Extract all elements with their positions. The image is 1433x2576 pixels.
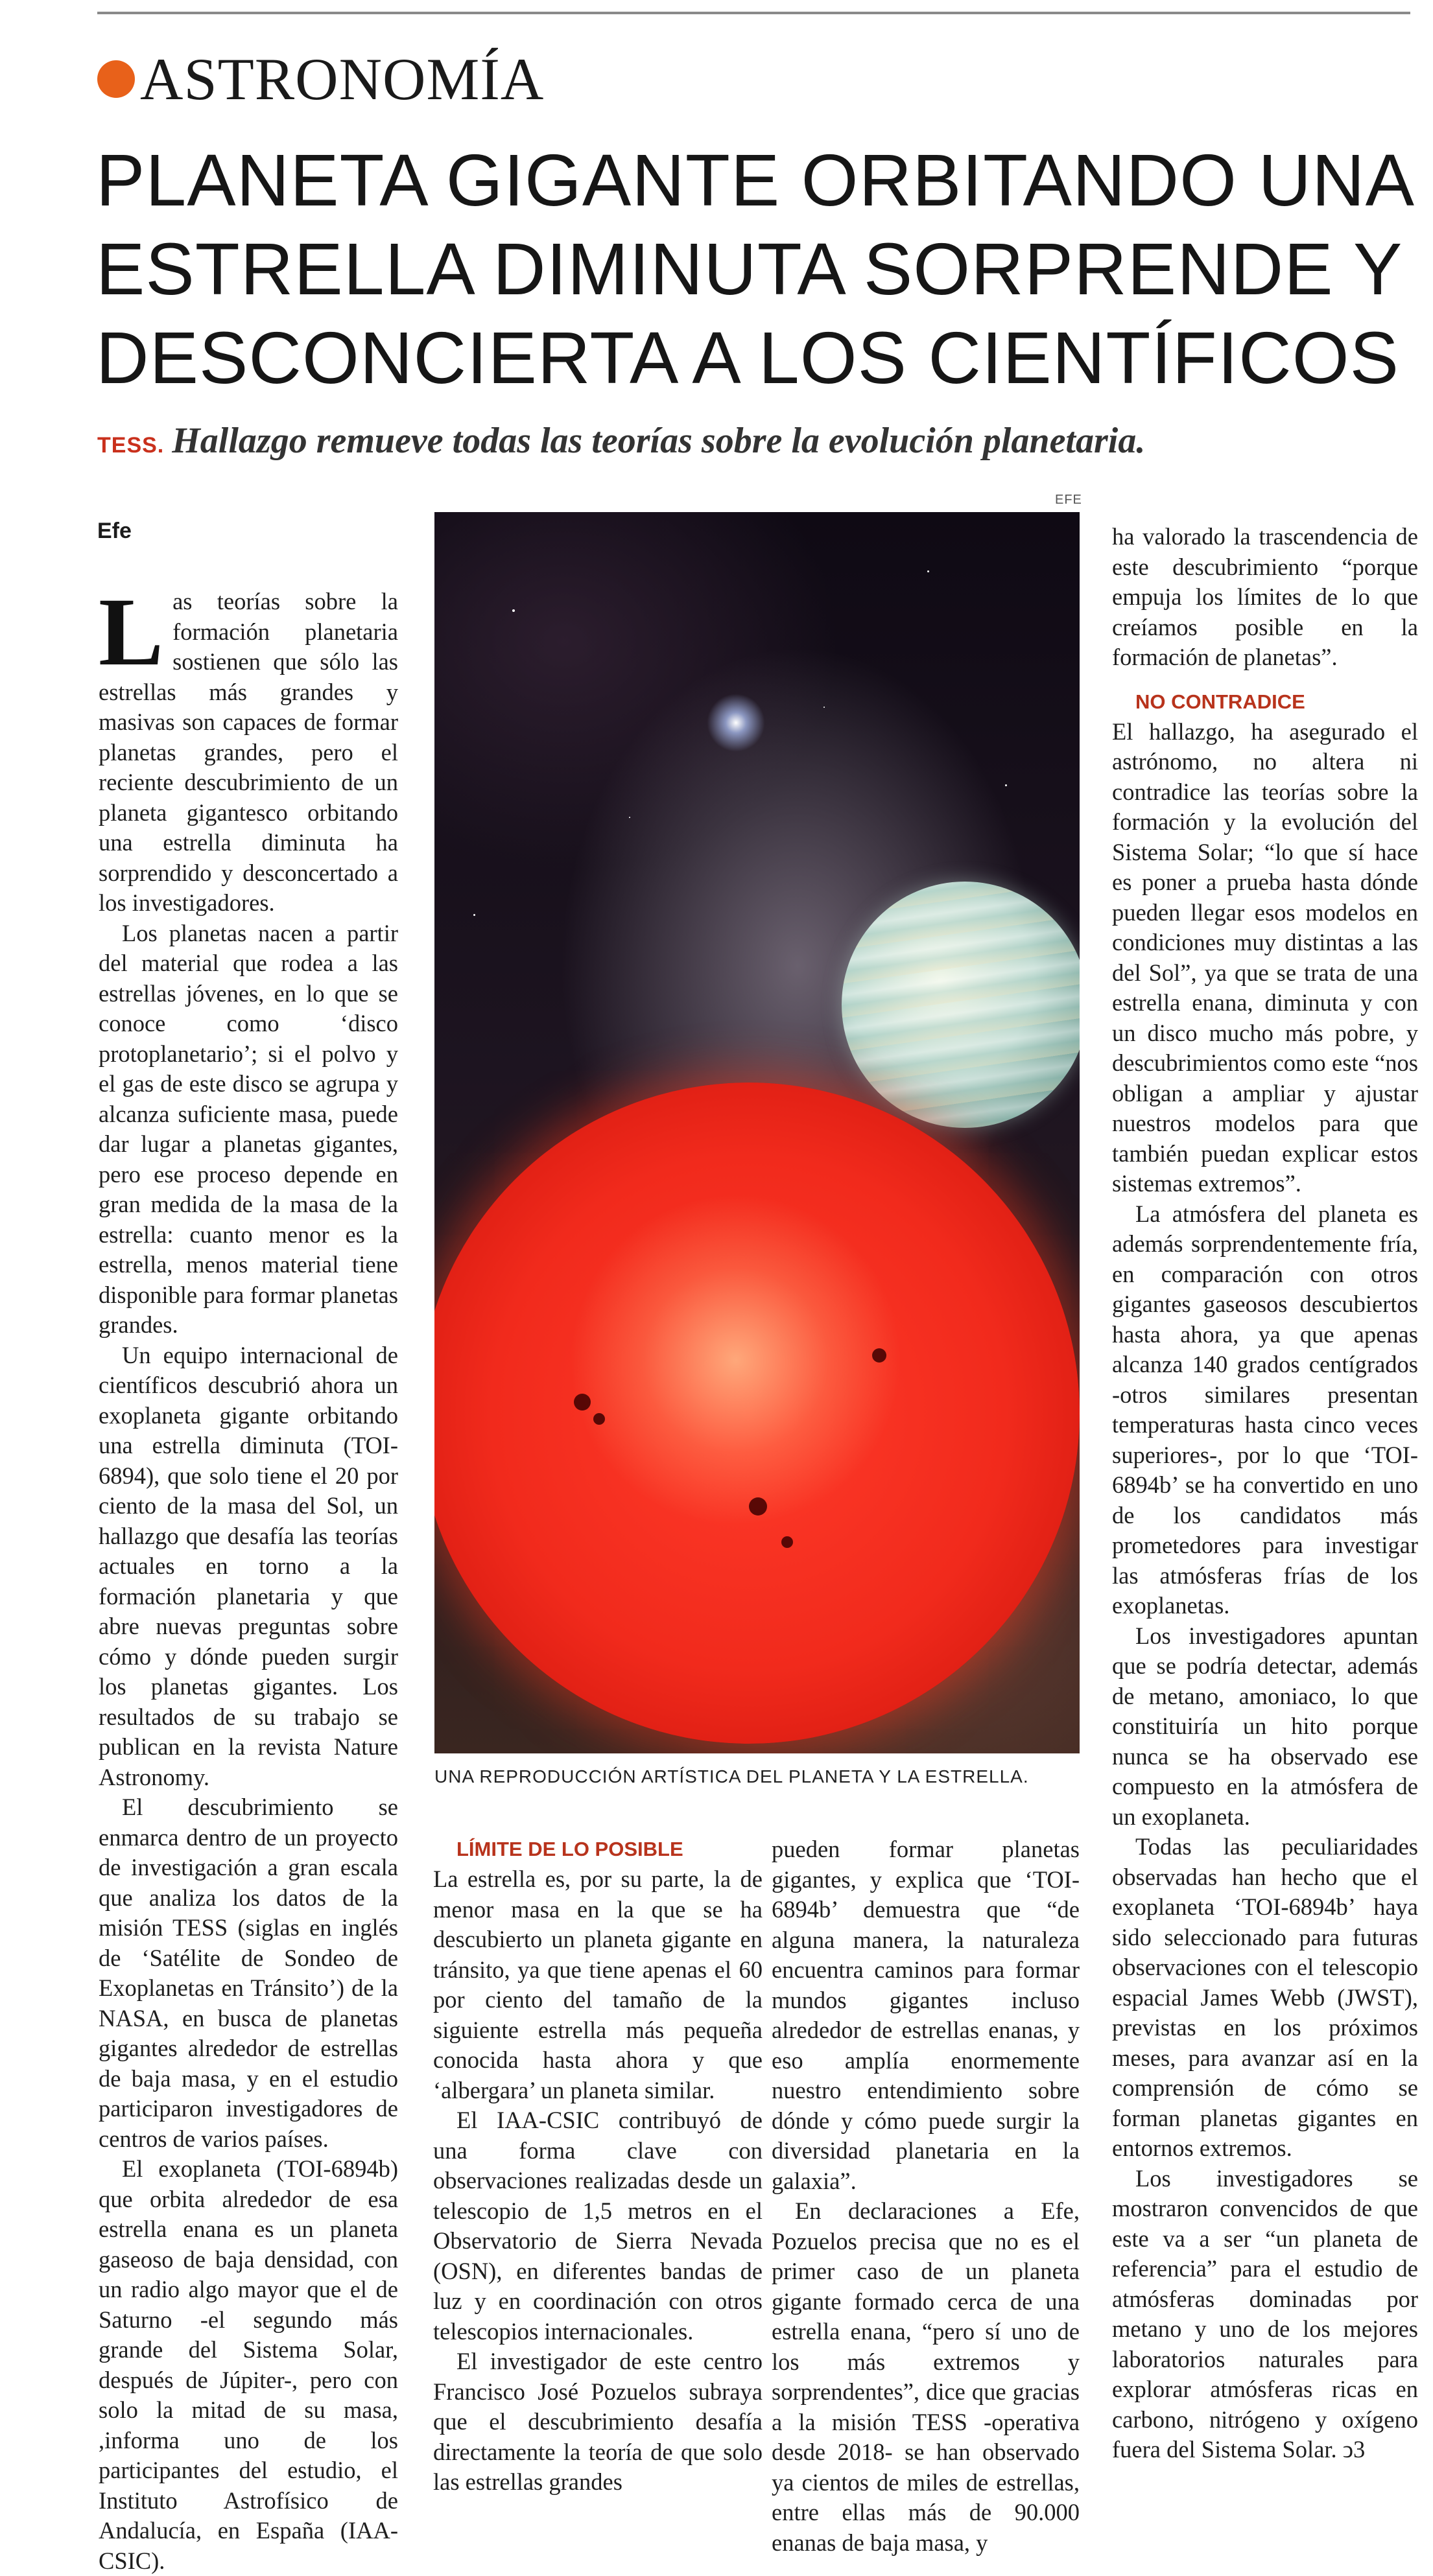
column-3	[772, 1834, 1080, 2558]
deck-text: Hallazgo remueve todas las teorías sobre la evolución planetaria.	[172, 421, 1146, 461]
column-1	[99, 578, 398, 2576]
headline-line-2: ESTRELLA DIMINUTA SORPRENDE Y	[96, 228, 1403, 310]
paragraph-10: En declaraciones a Efe, Pozuelos precisa que no es el primer caso de un planeta gigante formado cerca de una estrella enana, “pero sí uno de los más extremos y sorprendentes”, dice que gracias a la misión TESS -operativa desde 2018- se han observado ya cientos de miles de estrellas, entre ellas más de 90.000 enanas de baja masa, y	[772, 2197, 1080, 2556]
subhead-no-contradice: NO CONTRADICE	[1135, 690, 1305, 713]
gas-giant-planet	[842, 882, 1080, 1128]
red-dwarf-star	[434, 1083, 1080, 1744]
paragraph-11: ha valorado la trascendencia de este descubrimiento “porque empuja los límites de lo que creíamos posible en la formación de planetas”.	[1112, 523, 1418, 670]
deck-tag: TESS.	[97, 433, 165, 458]
paragraph-1	[99, 578, 398, 919]
paragraph-8: El investigador de este centro Francisco José Pozuelos subraya que el descubrimiento desafía directamente la teoría de que solo las estrellas grandes	[433, 2348, 763, 2495]
deck	[97, 420, 1329, 462]
section-dot-icon	[97, 60, 135, 98]
photo-credit: EFE	[1055, 493, 1082, 507]
headline	[96, 136, 1419, 403]
paragraph-15: Todas las peculiaridades observadas han hecho que el exoplaneta ‘TOI-6894b’ haya sido seleccionado para futuras observaciones con el telescopio espacial James Webb (JWST), previstas en los próximos meses, para avanzar así en la comprensión de cómo se forman planetas gigantes en entornos extremos.	[1112, 1833, 1418, 2161]
paragraph-2: Los planetas nacen a partir del material que rodea a las estrellas jóvenes, en lo que se conoce como ‘disco protoplanetario’; si el polvo y el gas de este disco se agrupa y alcanza suficiente masa, puede dar lugar a planetas gigantes, pero ese proceso depende en gran medida de la masa de la estrella: cuanto menor es la estrella, menos material tiene disponible para formar planetas grandes.	[99, 919, 398, 1338]
article-photo	[434, 512, 1080, 1753]
paragraph-16	[1112, 2164, 1418, 2465]
bright-star-icon	[707, 694, 765, 752]
paragraph-4: El descubrimiento se enmarca dentro de un proyecto de investigación a gran escala que analiza los datos de la misión TESS (siglas en inglés de ‘Satélite de Sondeo de Exoplanetas en Tránsito’) de la NASA, en busca de planetas gigantes alrededor de estrellas de baja masa, y en el estudio participaron investigadores de centros de varios países.	[99, 1794, 398, 2152]
dropcap: L	[99, 578, 164, 686]
byline: Efe	[97, 519, 132, 543]
paragraph-7: El IAA-CSIC contribuyó de una forma clave con observaciones realizadas desde un telescopio de 1,5 metros en el Observatorio de Sierra Nevada (OSN), en diferentes bandas de luz y en coordinación con otros telescopios internacionales.	[433, 2107, 763, 2345]
section-header	[97, 40, 544, 118]
paragraph-3: Un equipo internacional de científicos descubrió ahora un exoplaneta gigante orbitando una estrella diminuta (TOI-6894), que solo tiene el 20 por ciento de la masa del Sol, un hallazgo que desafía las teorías actuales en torno a la formación planetaria y que abre nuevas preguntas sobre cómo y dónde pueden surgir los planetas gigantes. Los resultados de su trabajo se publican en la revista Nature Astronomy.	[99, 1341, 398, 1790]
paragraph-1-text: as teorías sobre la formación planetaria sostienen que sólo las estrellas más grandes y masivas son capaces de formar planetas grandes, pero el reciente descubrimiento de un planeta gigantesco orbitando una estrella diminuta ha sorprendido y desconcertado a los investigadores.	[99, 588, 398, 916]
column-4	[1112, 522, 1418, 2465]
headline-line-1: PLANETA GIGANTE ORBITANDO UNA	[96, 139, 1415, 221]
subhead-limite: LÍMITE DE LO POSIBLE	[456, 1838, 683, 1860]
photo-caption: UNA REPRODUCCIÓN ARTÍSTICA DEL PLANETA Y LA ESTRELLA.	[434, 1766, 1029, 1786]
end-mark-icon: ↄ3	[1342, 2436, 1366, 2463]
paragraph-9: pueden formar planetas gigantes, y explica que ‘TOI-6894b’ demuestra que “de alguna manera, la naturaleza encuentra caminos para formar mundos gigantes incluso alrededor de estrellas enanas, y eso amplía enormemente nuestro entendimiento sobre dónde y cómo puede surgir la diversidad planetaria en la galaxia”.	[772, 1836, 1080, 2194]
paragraph-12: El hallazgo, ha asegurado el astrónomo, no altera ni contradice las teorías sobre la formación y la evolución del Sistema Solar; “lo que sí hace es poner a prueba hasta dónde pueden llegar esos modelos en condiciones muy distintas a las del Sol”, ya que se trata de una estrella enana, diminuta y con un disco mucho más pobre, y descubrimientos como este “nos obligan a ampliar y ajustar nuestros modelos para que también puedan explicar estos sistemas extremos”.	[1112, 718, 1418, 1197]
column-2	[433, 1834, 763, 2498]
paragraph-14: Los investigadores apuntan que se podría detectar, además de metano, amoniaco, lo que constituiría un hito porque nunca se ha observado ese compuesto en la atmósfera de un exoplaneta.	[1112, 1622, 1418, 1830]
paragraph-6: La estrella es, por su parte, la de menor masa en la que se ha descubierto un planeta gigante en tránsito, ya que tiene apenas el 60 por ciento del tamaño de la siguiente estrella más pequeña conocida hasta ahora y que ‘albergara’ un planeta similar.	[433, 1866, 763, 2103]
paragraph-16-text: Los investigadores se mostraron convencidos de que este va a ser “un planeta de referencia” para el estudio de atmósferas dominadas por metano y uno de los mejores laboratorios naturales para explorar atmósferas ricas en carbono, nitrógeno y oxígeno fuera del Sistema Solar.	[1112, 2164, 1418, 2463]
section-label: ASTRONOMÍA	[140, 46, 545, 112]
headline-line-3: DESCONCIERTA A LOS CIENTÍFICOS	[96, 317, 1400, 399]
top-rule	[97, 12, 1410, 14]
paragraph-5: El exoplaneta (TOI-6894b) que orbita alrededor de esa estrella enana es un planeta gaseoso de baja densidad, con un radio algo mayor que el de Saturno -el segundo más grande del Sistema Solar, después de Júpiter-, pero con solo la mitad de su masa, ,informa uno de los participantes del estudio, el Instituto Astrofísico de Andalucía, en España (IAA-CSIC).	[99, 2155, 398, 2574]
paragraph-13: La atmósfera del planeta es además sorprendentemente fría, en comparación con otros gigantes gaseosos descubiertos hasta ahora, ya que apenas alcanza 140 grados centígrados -otros similares presentan temperaturas hasta cinco veces superiores-, por lo que ‘TOI-6894b’ se ha convertido en uno de los candidatos más prometedores para investigar las atmósferas frías de los exoplanetas.	[1112, 1200, 1418, 1619]
